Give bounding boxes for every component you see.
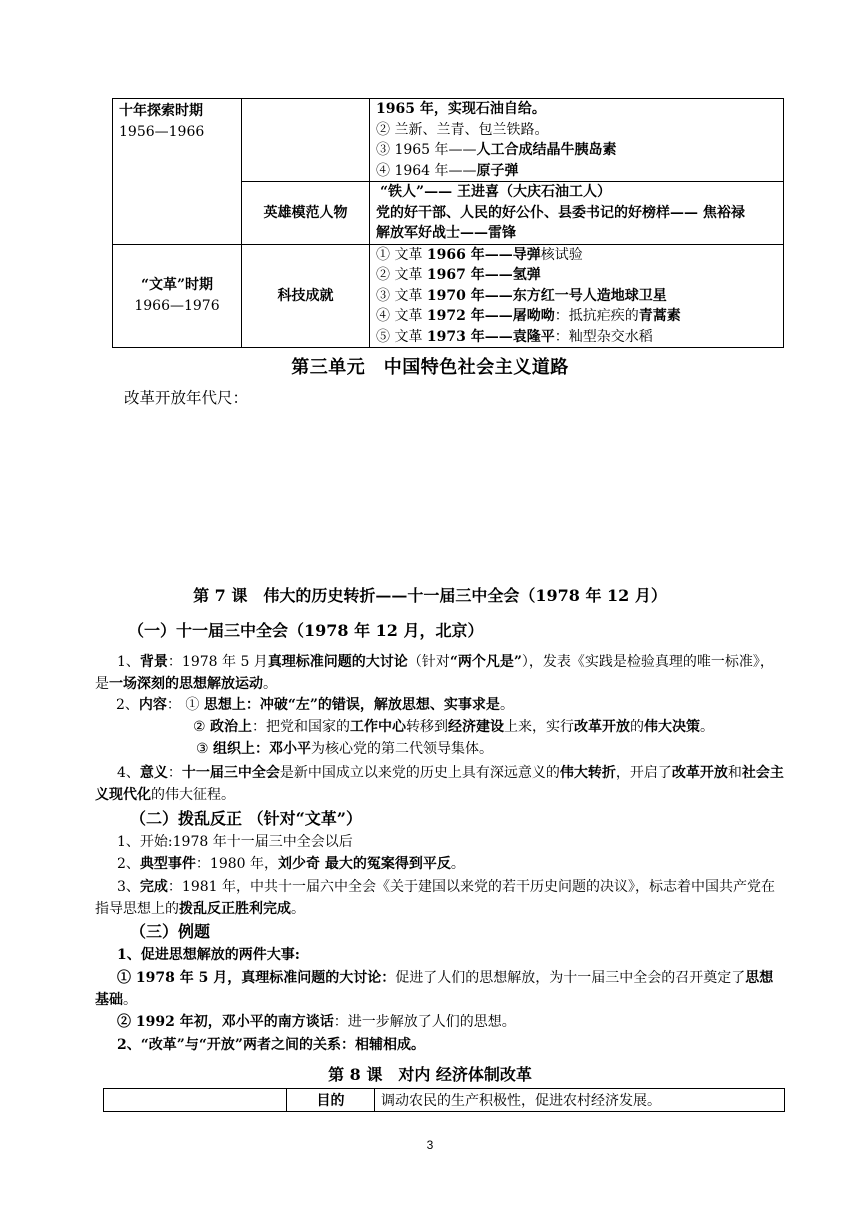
era-name: “文革”时期 [140,277,214,294]
typical-line: 2、典型事件：1980 年，刘少奇 最大的冤案得到平反。 [117,856,465,872]
start-line: 1、开始:1978 年十一届三中全会以后 [117,834,353,850]
table-row [113,244,784,348]
example-1: 1、促进思想解放的两件大事: [117,947,300,963]
era-years: 1956—1966 [119,123,205,140]
list-item: “铁人”—— 王进喜（大庆石油工人） [380,184,611,200]
section-heading-1: （一）十一届三中全会（1978 年 12 月，北京） [128,621,484,640]
ruler-label: 改革开放年代尺： [124,389,249,407]
era-years: 1966—1976 [134,297,220,314]
items-cell [370,182,784,245]
page-number: 3 [426,1138,434,1152]
example-2: 2、“改革”与“开放”两者之间的关系：相辅相成。 [117,1037,425,1053]
list-item: ③ 1965 年——人工合成结晶牛胰岛素 [376,142,617,158]
row-label: 目的 [287,1089,375,1112]
items-cell [370,99,784,182]
list-item: 1965 年，实现石油自给。 [376,101,546,117]
table-row [104,1089,785,1112]
category-cell: 科技成就 [242,244,370,348]
list-item: ④ 1964 年——原子弹 [376,162,519,179]
era-cell [113,99,242,245]
list-item: ③ 文革 1970 年——东方红一号人造地球卫星 [376,287,667,304]
category-cell: 英雄模范人物 [242,182,370,245]
table-row [113,99,784,182]
achievements-table [112,98,784,348]
items-cell [370,244,784,348]
background-paragraph: 1、背景：1978 年 5 月真理标准问题的大讨论（针对“两个凡是”），发表《实践是检验真理的唯一标准》，是一场深刻的思想解放运动。 [95,654,774,692]
row-text: 调动农民的生产积极性，促进农村经济发展。 [375,1089,785,1112]
section-heading-2: （二）拨乱反正 （针对“文革”） [130,809,362,828]
content-line-2: ② 政治上：把党和国家的工作中心转移到经济建设上来，实行改革开放的伟大决策。 [193,719,715,735]
era-cell [113,244,242,348]
table-cell [104,1089,287,1112]
list-item: ④ 文革 1972 年——屠呦呦：抵抗疟疾的青蒿素 [376,308,681,324]
list-item: 党的好干部、人民的好公仆、县委书记的好榜样—— 焦裕禄 [376,204,745,221]
section-heading-3: （三）例题 [130,922,211,941]
list-item: ② 文革 1967 年——氢弹 [376,267,541,283]
list-item: ② 兰新、兰青、包兰铁路。 [376,121,549,138]
reform-table [103,1088,785,1112]
era-name: 十年探索时期 [119,103,203,119]
category-cell [242,99,370,182]
list-item: ⑤ 文革 1973 年——袁隆平：籼型杂交水稻 [376,328,653,345]
complete-paragraph: 3、完成：1981 年，中共十一届六中全会《关于建国以来党的若干历史问题的决议》，标志着中国共产党在指导思想上的拨乱反正胜利完成。 [95,879,775,917]
lesson8-title: 第 8 课 对内 经济体制改革 [328,1065,532,1084]
list-item: ① 文革 1966 年——导弹核试验 [376,246,583,263]
content-line-1: 2、内容： ① 思想上：冲破“左”的错误，解放思想、实事求是。 [116,697,514,713]
content-line-3: ③ 组织上：邓小平为核心党的第二代领导集体。 [196,741,494,757]
example-1a: ① 1978 年 5 月，真理标准问题的大讨论：促进了人们的思想解放，为十一届三中全会的召开奠定了思想基础。 [95,970,774,1008]
meaning-paragraph: 4、意义：十一届三中全会是新中国成立以来党的历史上具有深远意义的伟大转折，开启了改革开放和社会主义现代化的伟大征程。 [95,765,784,803]
lesson7-title: 第 7 课 伟大的历史转折——十一届三中全会（1978 年 12 月） [193,586,667,605]
list-item: 解放军好战士——雷锋 [376,225,516,241]
unit-title: 第三单元 中国特色社会主义道路 [291,357,569,378]
example-1b: ② 1992 年初，邓小平的南方谈话：进一步解放了人们的思想。 [117,1014,516,1030]
